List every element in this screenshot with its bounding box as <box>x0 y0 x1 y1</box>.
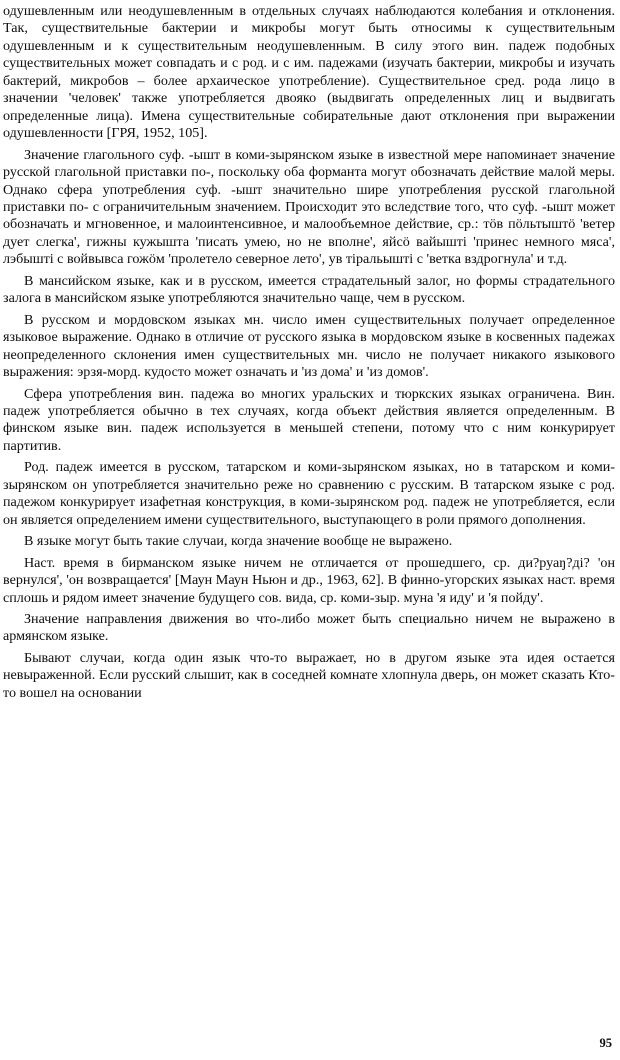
paragraph-genitive: Род. падеж имеется в русском, татарском и коми-зырянском языках, но в татарском и коми-зырянском он употребляется значительно реже но сравнению с русским. В татарском языке с род. падежом конкурирует изафетная конструкция, в коми-зырянском род. падеж не употребляется, если он является определением имени существительного, выступающего в роли прямого дополнения. <box>3 459 615 528</box>
paragraph-accusative: Сфера употребления вин. падежа во многих уральских и тюркских языках ограничена. Вин. падеж употребляется обычно в тех случаях, когда объект действия является определенным. В финском языке вин. падеж используется в меньшей степени, потому что с ним конкурирует партитив. <box>3 385 615 454</box>
paragraph-animacy: одушевленным или неодушевленным в отдельных случаях наблюдаются колебания и отклонения. Так, существительные бактерии и микробы могут быть относимы к существительным одушевленным и к существительным неодушевленным. В силу этого вин. падеж подобных существительных может совпадать и с род. и с им. падежами (изучать бактерии, микробы и изучать бактерий, микробов – более архаическое употребление). Существительное сред. рода лицо в значении 'человек' также употребляется двояко (выдвигать определенных лиц и выдвигать определенные лица). Имена существительные собирательные дают отклонения при выражении одушевленности [ГРЯ, 1952, 105]. <box>3 3 615 142</box>
paragraph-komi-suffix: Значение глагольного суф. -ышт в коми-зырянском языке в известной мере напоминает значение русской глагольной приставки по-, поскольку оба форманта могут обозначать действие малой меры. Однако сфера употребления суф. -ышт значительно шире употребления русской глагольной приставки по- с ограничительным значением. Происходит это вследствие того, что суф. -ышт может обозначать и мгновенное, и малоинтенсивное, и малообъемное действие, ср.: тöв пöльтыштö 'ветер дует слегка', гижны кужышта 'писать умею, но не вполне', яйсö вайышті 'принес немного мяса', лэбышті с войвывса гожöм 'пролетело северное лето', ув тіральышті с 'ветка вздрогнула' и т.д. <box>3 146 615 268</box>
paragraph-mansi-passive: В мансийском языке, как и в русском, имеется страдательный залог, но формы страдательного залога в мансийском языке употребляются значительно чаще, чем в русском. <box>3 272 615 307</box>
paragraph-armenian-direction: Значение направления движения во что-либо может быть специально ничем не выражено в армянском языке. <box>3 610 615 645</box>
page-number: 95 <box>599 1036 612 1050</box>
paragraph-unexpressed-idea: Бывают случаи, когда один язык что-то выражает, но в другом языке эта идея остается невыраженной. Если русский слышит, как в соседней комнате хлопнула дверь, он может сказать Кто-то вошел на основании <box>3 649 615 701</box>
paragraph-burmese-tense: Наст. время в бирманском языке ничем не отличается от прошедшего, ср. ди?руаŋ?ді? 'он вернулся', 'он возвращается' [Маун Маун Ньюн и др., 1963, 62]. В финно-угорских языках наст. время сплошь и рядом имеет значение будущего сов. вида, ср. коми-зыр. муна 'я иду' и 'я пойду'. <box>3 554 615 606</box>
paragraph-mordvin-plural: В русском и мордовском языках мн. число имен существительных получает определенное языковое выражение. Однако в отличие от русского языка в мордовском языке в косвенных падежах неопределенного склонения имен существительных мн. число не получает никакого языкового выражения: эрзя-морд. кудосто может означать и 'из дома' и 'из домов'. <box>3 311 615 381</box>
document-page <box>3 3 615 706</box>
paragraph-unexpressed: В языке могут быть такие случаи, когда значение вообще не выражено. <box>24 533 453 550</box>
